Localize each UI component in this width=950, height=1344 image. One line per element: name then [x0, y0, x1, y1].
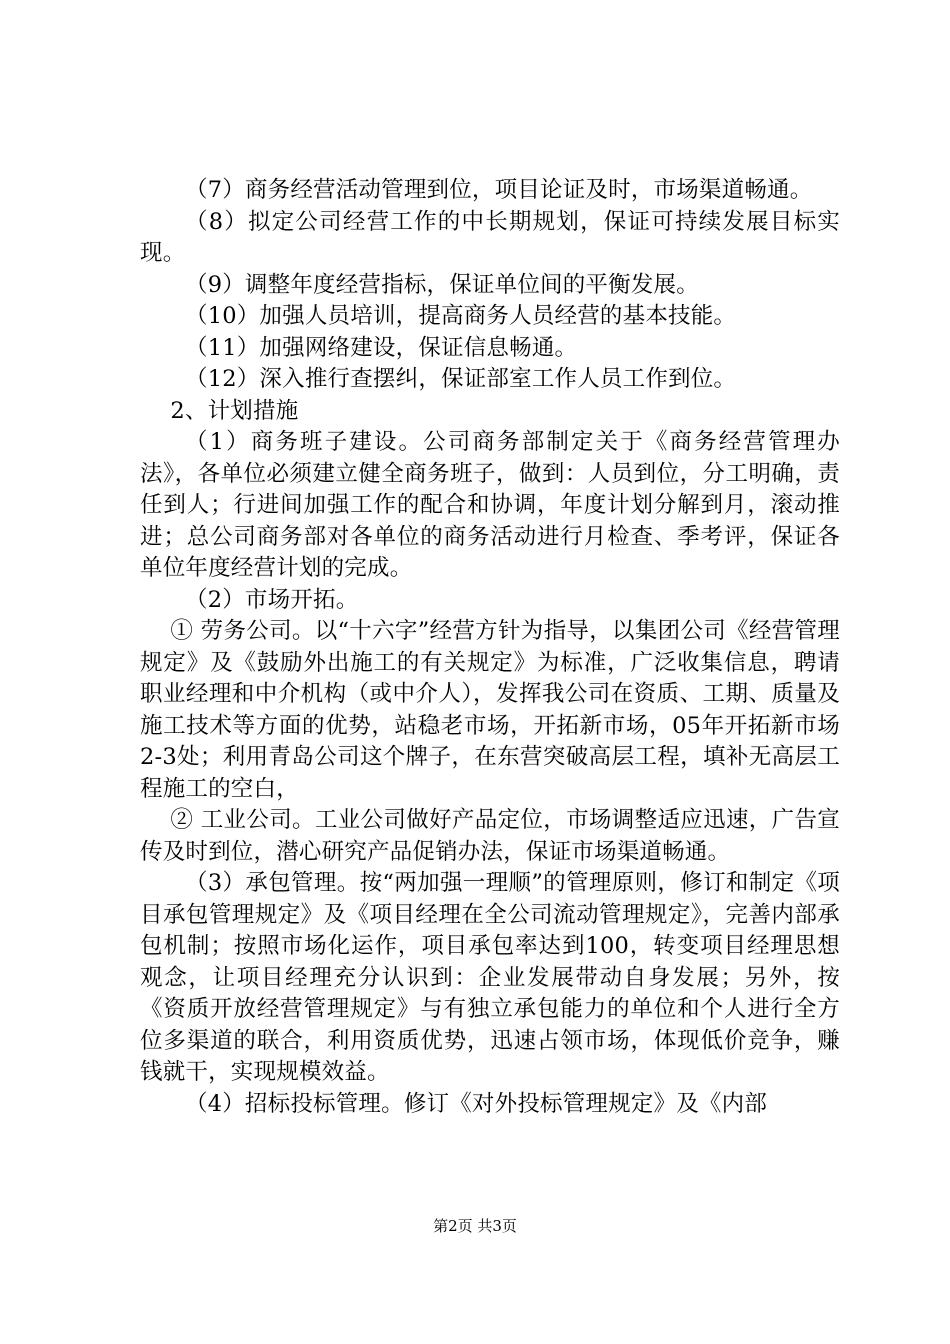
body-paragraph: （7）商务经营活动管理到位，项目论证及时，市场渠道畅通。 — [185, 177, 813, 203]
page-footer: 第2页 共3页 — [433, 1217, 517, 1235]
body-paragraph: （2）市场开拓。 — [185, 586, 359, 613]
body-paragraph: （11）加强网络建设，保证信息畅通。 — [185, 334, 578, 361]
body-paragraph: （4）招标投标管理。修订《对外投标管理规定》及《内部 — [185, 1090, 768, 1117]
body-paragraph: 2、计划措施 — [170, 397, 299, 424]
body-paragraph: （9）调整年度经营指标，保证单位间的平衡发展。 — [185, 271, 699, 298]
body-paragraph: ① 劳务公司。以“十六字”经营方针为指导，以集团公司《经营管理规定》及《鼓励外出施工的有关规定》为标准，广泛收集信息，聘请职业经理和中介机构（或中介人），发挥我公司在资质、工期、质量及施工技术等方面的优势，站稳老市场，开拓新市场，05年开拓新市场2-3处；利用青岛公司这个牌子，在东营突破高层工程，填补无高层工程施工的空白， — [140, 618, 840, 802]
body-paragraph: （8）拟定公司经营工作的中长期规划，保证可持续发展目标实现。 — [140, 208, 840, 266]
body-paragraph: ② 工业公司。工业公司做好产品定位，市场调整适应迅速，广告宣传及时到位，潜心研究产品促销办法，保证市场渠道畅通。 — [140, 807, 840, 865]
body-paragraph: （3）承包管理。按“两加强一理顺”的管理原则，修订和制定《项目承包管理规定》及《项目经理在全公司流动管理规定》，完善内部承包机制；按照市场化运作，项目承包率达到100，转变项目经理思想观念，让项目经理充分认识到：企业发展带动自身发展；另外，按《资质开放经营管理规定》与有独立承包能力的单位和个人进行全方位多渠道的联合，利用资质优势，迅速占领市场，体现低价竞争，赚钱就干，实现规模效益。 — [140, 870, 840, 1085]
body-paragraph: （10）加强人员培训，提高商务人员经营的基本技能。 — [185, 303, 737, 329]
document-body — [140, 175, 840, 1120]
body-paragraph: （1）商务班子建设。公司商务部制定关于《商务经营管理办法》，各单位必须建立健全商务班子，做到：人员到位，分工明确，责任到人；行进间加强工作的配合和协调，年度计划分解到月，滚动推进；总公司商务部对各单位的商务活动进行月检查、季考评，保证各单位年度经营计划的完成。 — [140, 429, 840, 581]
body-paragraph: （12）深入推行查摆纠，保证部室工作人员工作到位。 — [185, 366, 737, 392]
